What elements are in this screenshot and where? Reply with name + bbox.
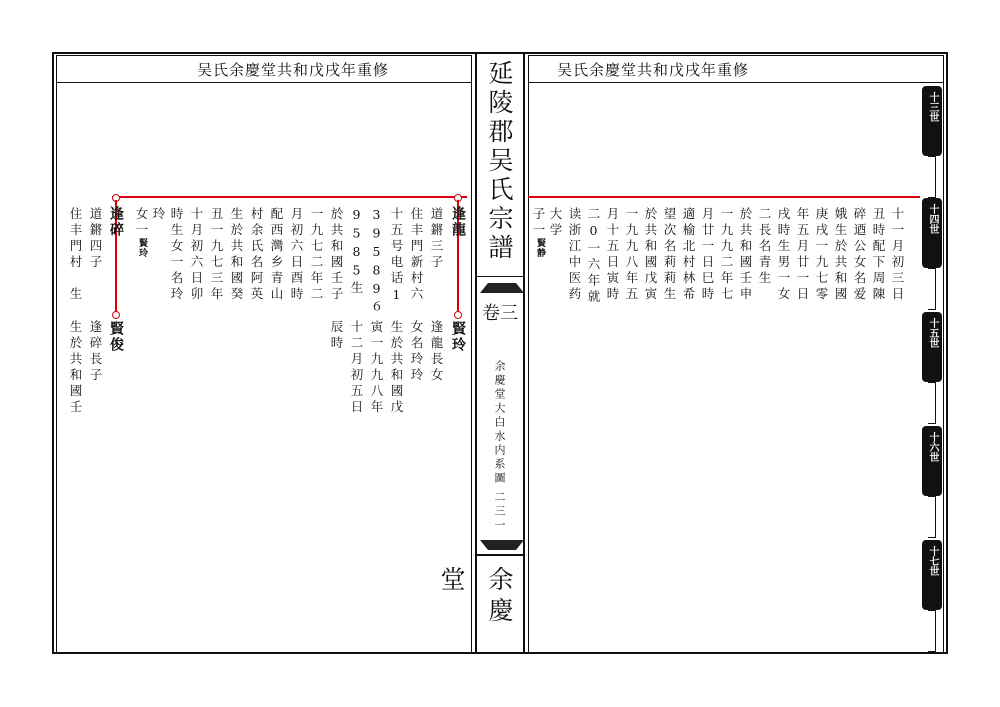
wife-col-6: 丑一九七三年 xyxy=(209,207,224,303)
generation-tab-13-label: 十三世 xyxy=(927,92,938,122)
bio-fengsui-1: 道鏘四子 xyxy=(88,207,103,271)
name-col-ling: 玲 xyxy=(151,207,166,223)
spine-volume: 卷三 xyxy=(482,303,518,324)
left-header-title: 吴氏余慶堂共和戊戌年重修 xyxy=(197,61,390,79)
right-col-7: 戌時生男一女 xyxy=(776,207,791,303)
bio-fenglong-2: 住丰門新村六 xyxy=(409,207,424,303)
right-col-16: 月十五日寅時 xyxy=(605,207,620,303)
right-col-19: 大学 xyxy=(548,207,563,239)
tab-stub-2 xyxy=(928,268,936,310)
right-header xyxy=(529,56,943,83)
wife-col-1: 一九七二年二 xyxy=(309,207,324,303)
wife-col-2: 月初六日酉時 xyxy=(289,207,304,303)
right-col-11: 月廿一日巳時 xyxy=(700,207,715,303)
tab-stub-3 xyxy=(928,382,936,424)
right-col-8: 二長名青生 xyxy=(757,207,772,287)
right-col-1: 十一月初三日 xyxy=(890,207,905,303)
spine-top-bar xyxy=(480,283,524,293)
bio-fenglong-1: 道鏘三子 xyxy=(429,207,444,271)
right-col-17: 二0一六年就 xyxy=(586,207,601,306)
right-col-13: 望次名莉莉生 xyxy=(662,207,677,303)
right-col-4: 娥生於共和國 xyxy=(833,207,848,303)
person-name-fengsui: 逢碎 xyxy=(108,206,124,238)
right-col-2: 丑時配下周陳 xyxy=(871,207,886,303)
right-col-9: 於共和國壬申 xyxy=(738,207,753,303)
bio-xianling-5: 十二月初五日 xyxy=(349,320,364,416)
generation-tab-15-label: 十五世 xyxy=(927,318,938,348)
generation-tab-16[interactable] xyxy=(922,426,942,496)
bio-fenglong-4: 39589６ xyxy=(369,207,384,316)
right-header-title: 吴氏余慶堂共和戊戌年重修 xyxy=(557,61,750,79)
bio-xianling-3: 生於共和國戊 xyxy=(389,320,404,416)
right-col-12: 適榆北村林希 xyxy=(681,207,696,303)
spine-page-number: 二三一 xyxy=(493,491,506,533)
right-col-14: 於共和國戊寅 xyxy=(643,207,658,303)
bio-fenglong-6: 於共和國壬子 xyxy=(329,207,344,303)
left-header xyxy=(57,56,471,83)
child-name-xianjun: 賢俊 xyxy=(108,321,124,353)
generation-tab-14-label: 十四世 xyxy=(927,204,938,234)
right-col-5: 庚戌一九七零 xyxy=(814,207,829,303)
wife-col-4: 村余氏名阿英 xyxy=(249,207,264,303)
node-xianling xyxy=(454,311,462,319)
spine-section: 余慶堂大白水内系圖 xyxy=(493,360,506,486)
wife-col-5: 生於共和國癸 xyxy=(229,207,244,303)
child-name-xianling: 賢玲 xyxy=(450,321,466,353)
right-page xyxy=(528,55,944,653)
tab-stub-5 xyxy=(928,610,936,652)
right-col-6: 年五月廿一日 xyxy=(795,207,810,303)
right-col-3: 碎迺公女名爱 xyxy=(852,207,867,303)
spine-hall-box xyxy=(437,554,525,654)
generation-tab-15[interactable] xyxy=(922,312,942,382)
daughter-col: 女一 xyxy=(134,207,149,239)
generation-tab-13[interactable] xyxy=(922,86,942,156)
node-xianjun xyxy=(112,311,120,319)
spine-title-box xyxy=(475,52,525,278)
generation-tab-17-label: 十七世 xyxy=(927,546,938,576)
bio-fenglong-5: 9585生 xyxy=(349,207,364,297)
wife-col-7: 十月初六日卯 xyxy=(189,207,204,303)
bio-xianling-4: 寅一九九八年 xyxy=(369,320,384,416)
right-col-15: 一九九八年五 xyxy=(624,207,639,303)
wife-col-8: 時生女一名玲 xyxy=(169,207,184,303)
spine-volume-box xyxy=(475,276,525,556)
tab-stub-1 xyxy=(928,156,936,198)
person-name-fenglong: 逢龍 xyxy=(450,206,466,238)
spine-bottom-bar xyxy=(480,540,524,550)
generation-tab-14[interactable] xyxy=(922,198,942,268)
right-generation-line xyxy=(528,196,920,198)
right-son-col: 子一 xyxy=(531,207,546,239)
daughter-label: 賢玲 xyxy=(137,238,147,258)
bio-xianjun-2: 生於共和國壬 xyxy=(68,320,83,416)
tab-stub-4 xyxy=(928,496,936,538)
generation-tab-17[interactable] xyxy=(922,540,942,610)
right-son-label: 賢静 xyxy=(535,238,545,258)
bio-xianling-1: 逢龍長女 xyxy=(429,320,444,384)
left-generation-line xyxy=(112,196,467,198)
bio-fenglong-3: 十五号电话1 xyxy=(389,207,404,306)
bio-xianling-6: 辰時 xyxy=(329,320,344,352)
right-col-18: 读浙江中医药 xyxy=(567,207,582,303)
spine-hall-name: 余慶堂 xyxy=(437,566,514,628)
spine-title: 延陵郡吴氏宗譜 xyxy=(485,60,514,263)
wife-col-3: 配西灣乡青山 xyxy=(269,207,284,303)
right-col-10: 一九九二年七 xyxy=(719,207,734,303)
generation-tab-16-label: 十六世 xyxy=(927,432,938,462)
bio-fengsui-2: 住丰門村 生 xyxy=(68,207,83,303)
bio-xianjun-1: 逢碎長子 xyxy=(88,320,103,384)
bio-xianling-2: 女名玲玲 xyxy=(409,320,424,384)
